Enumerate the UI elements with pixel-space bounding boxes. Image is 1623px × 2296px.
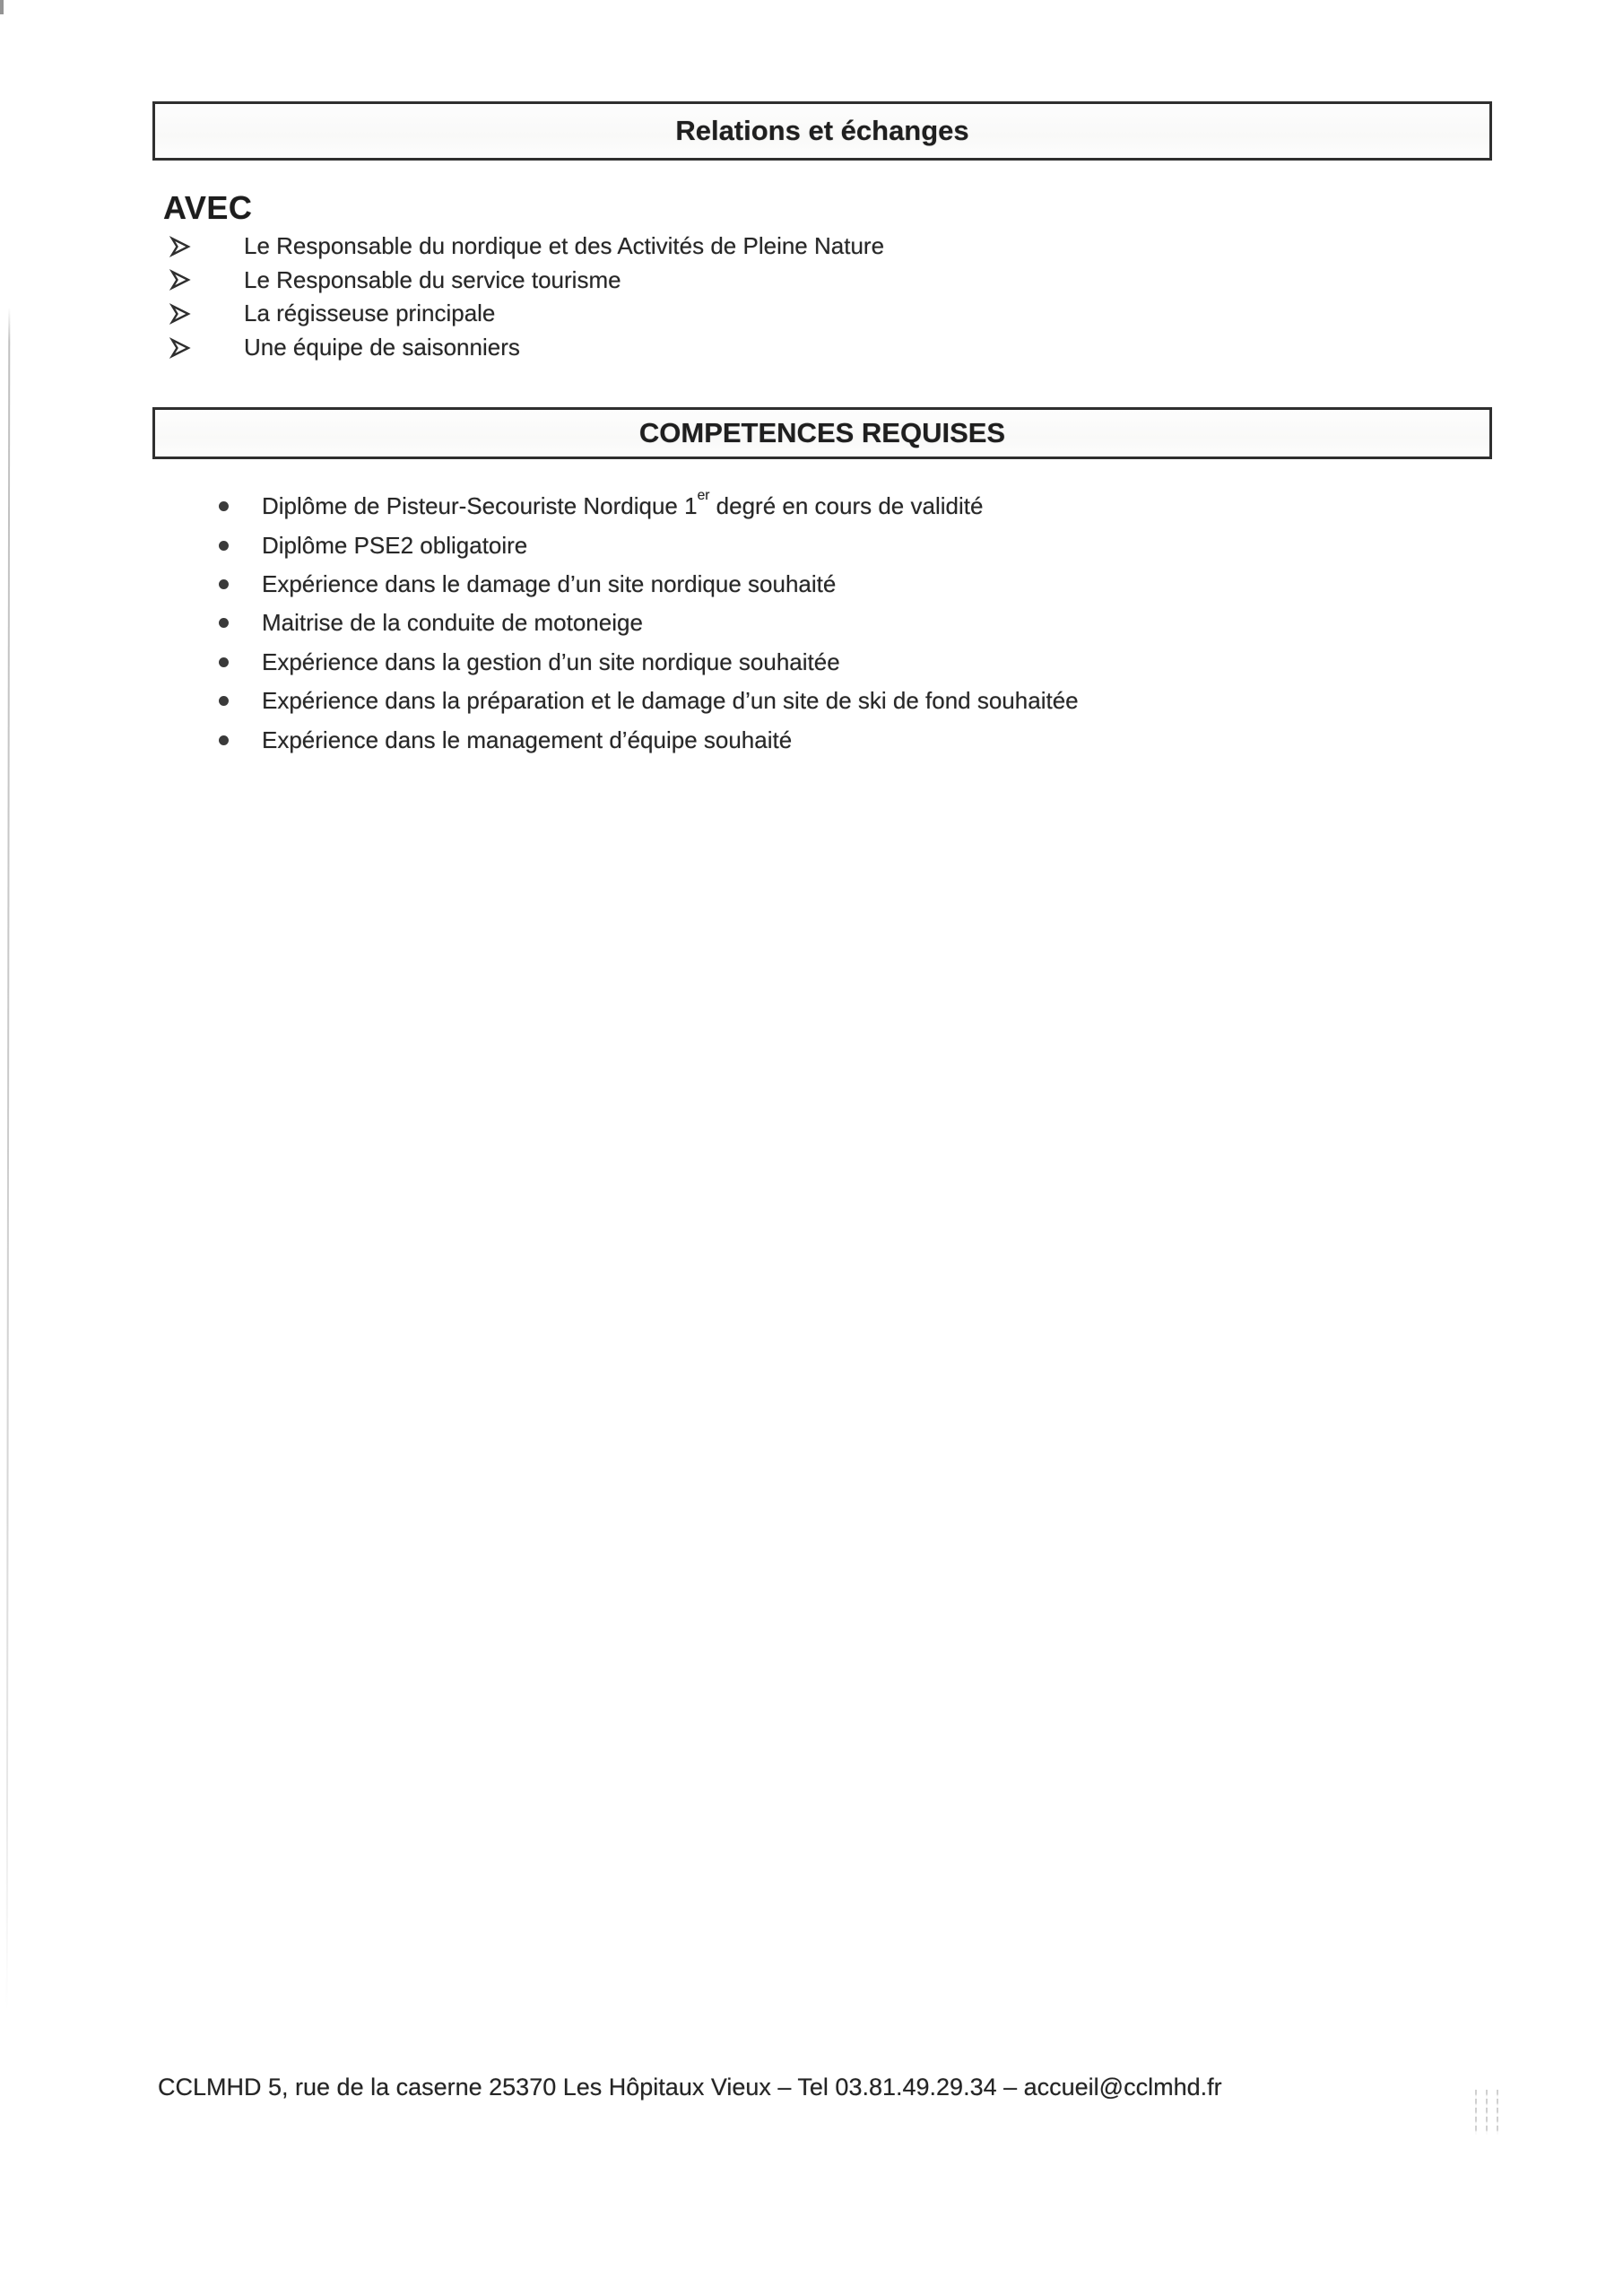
competences-section-title: COMPETENCES REQUISES [638,417,1006,448]
list-item-label: La régisseuse principale [244,300,496,327]
list-item-label: Diplôme PSE2 obligatoire [262,531,528,559]
list-item-label: Le Responsable du service tourisme [244,265,621,293]
avec-heading: AVEC [163,189,253,226]
dot-bullet-icon [215,696,262,706]
arrowhead-right-icon [169,268,244,291]
list-item [169,331,884,365]
list-item-label: Expérience dans le management d’équipe souhaité [262,726,793,753]
relations-section-title: Relations et échanges [675,115,969,146]
list-item [169,230,884,264]
list-item [215,487,1079,526]
dot-bullet-icon [215,579,262,589]
dot-bullet-icon [215,657,262,667]
competences-list [215,487,1079,760]
list-item [215,604,1079,642]
dot-bullet-icon [215,541,262,551]
arrowhead-right-icon [169,336,244,360]
list-item [215,682,1079,720]
list-item [215,565,1079,604]
list-item [215,643,1079,682]
arrowhead-right-icon [169,235,244,258]
avec-list [169,230,884,364]
relations-section-header-box [152,101,1492,161]
dot-bullet-icon [215,501,262,511]
list-item-label: Une équipe de saisonniers [244,334,520,361]
dot-bullet-icon [215,618,262,628]
dot-bullet-icon [215,735,262,745]
list-item-label: Diplôme de Pisteur-Secouriste Nordique 1er degré en cours de validité [262,487,984,520]
scan-speck-artifact [0,0,4,14]
list-item-label: Le Responsable du nordique et des Activités de Pleine Nature [244,232,885,260]
arrowhead-right-icon [169,302,244,326]
competences-section-header-box [152,407,1492,459]
scan-dashed-lines-artifact [1475,2090,1498,2135]
list-item-label: Expérience dans le damage d’un site nordique souhaité [262,570,837,597]
list-item-label: Maitrise de la conduite de motoneige [262,609,643,637]
list-item [215,526,1079,564]
list-item-label: Expérience dans la préparation et le damage d’un site de ski de fond souhaitée [262,687,1079,715]
list-item [169,297,884,331]
footer-address-line: CCLMHD 5, rue de la caserne 25370 Les Hôpitaux Vieux – Tel 03.81.49.29.34 – accueil@cclmhd.fr [158,2074,1222,2100]
list-item [215,720,1079,759]
scan-vertical-line-artifact [6,308,11,2012]
list-item-label: Expérience dans la gestion d’un site nordique souhaitée [262,648,840,675]
list-item [169,264,884,298]
